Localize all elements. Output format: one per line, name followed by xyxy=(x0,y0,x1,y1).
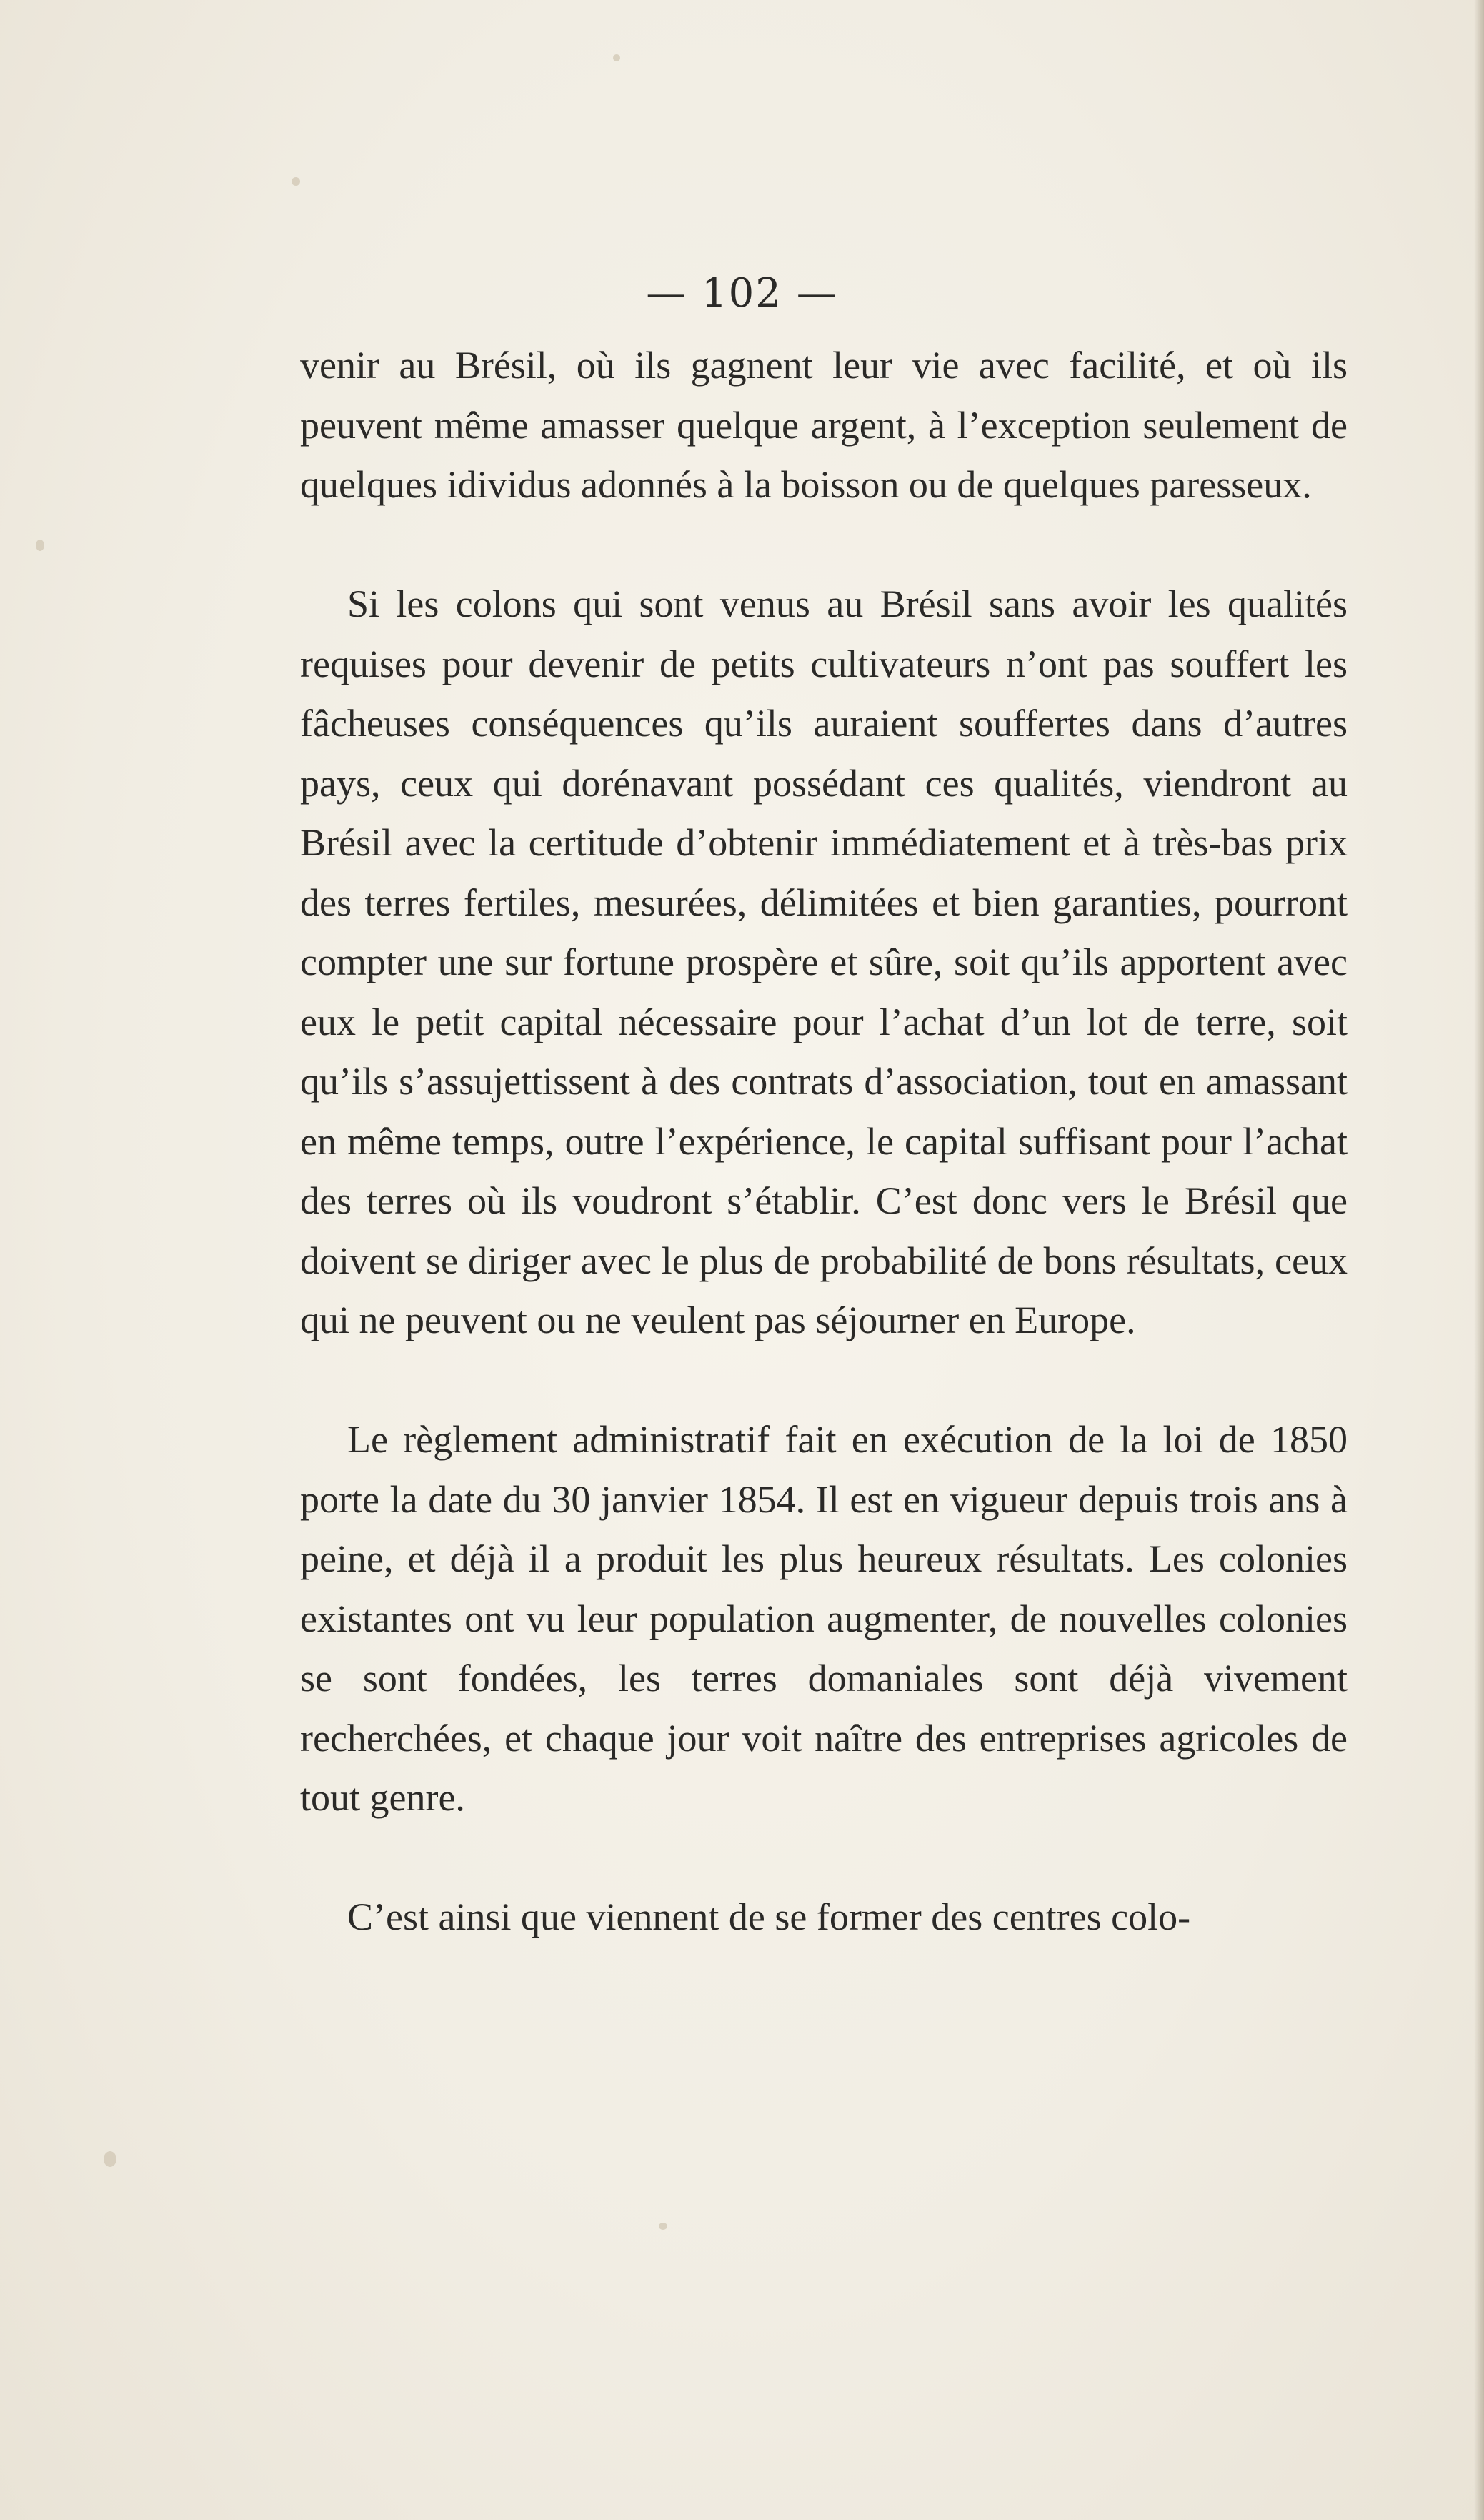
paragraph: Le règlement administratif fait en exécution de la loi de 1850 porte la date du 30 janvier 1854. Il est en vigueur depuis trois ans à peine, et déjà il a produit les plus heureux résultats. Les colonies existantes ont vu leur population augmenter, de nouvelles colonies se sont fondées, les terres domaniales sont déjà vivement recherchées, et chaque jour voit naître des entreprises agricoles de tout genre. xyxy=(300,1418,1348,1819)
page-number: — 102 — xyxy=(646,270,838,317)
page-edge-shadow xyxy=(1474,0,1484,2520)
paper-speck xyxy=(104,2151,116,2167)
paper-speck xyxy=(613,54,620,61)
paper-speck xyxy=(292,177,300,186)
paper-speck xyxy=(36,540,44,551)
paper-speck xyxy=(659,2223,667,2230)
paragraph: Si les colons qui sont venus au Brésil sans avoir les qualités requises pour devenir de petits cultivateurs n’ont pas souffert les fâcheuses conséquences qu’ils auraient souffertes dans d’autres pays, ceux qui dorénavant possédant ces qualités, viendront au Brésil avec la certitude d’obtenir immédiatement et à très-bas prix des terres fertiles, mesurées, délimitées et bien garanties, pourront compter une sur fortune prospère et sûre, soit qu’ils apportent avec eux le petit capital nécessaire pour l’achat d’un lot de terre, soit qu’ils s’assujettissent à des contrats d’association, tout en amassant en même temps, outre l’expérience, le capital suffisant pour l’achat des terres où ils voudront s’établir. C’est donc vers le Brésil que doivent se diriger avec le plus de probabilité de bons résultats, ceux qui ne peuvent ou ne veulent pas séjourner en Europe. xyxy=(300,582,1348,1341)
body-text xyxy=(300,336,1348,1948)
paragraph: C’est ainsi que viennent de se former des centres colo- xyxy=(347,1895,1191,1938)
paragraph: venir au Brésil, où ils gagnent leur vie avec facilité, et où ils peuvent même amasser quelque argent, à l’exception seulement de quelques idividus adonnés à la boisson ou de quelques paresseux. xyxy=(300,344,1348,506)
